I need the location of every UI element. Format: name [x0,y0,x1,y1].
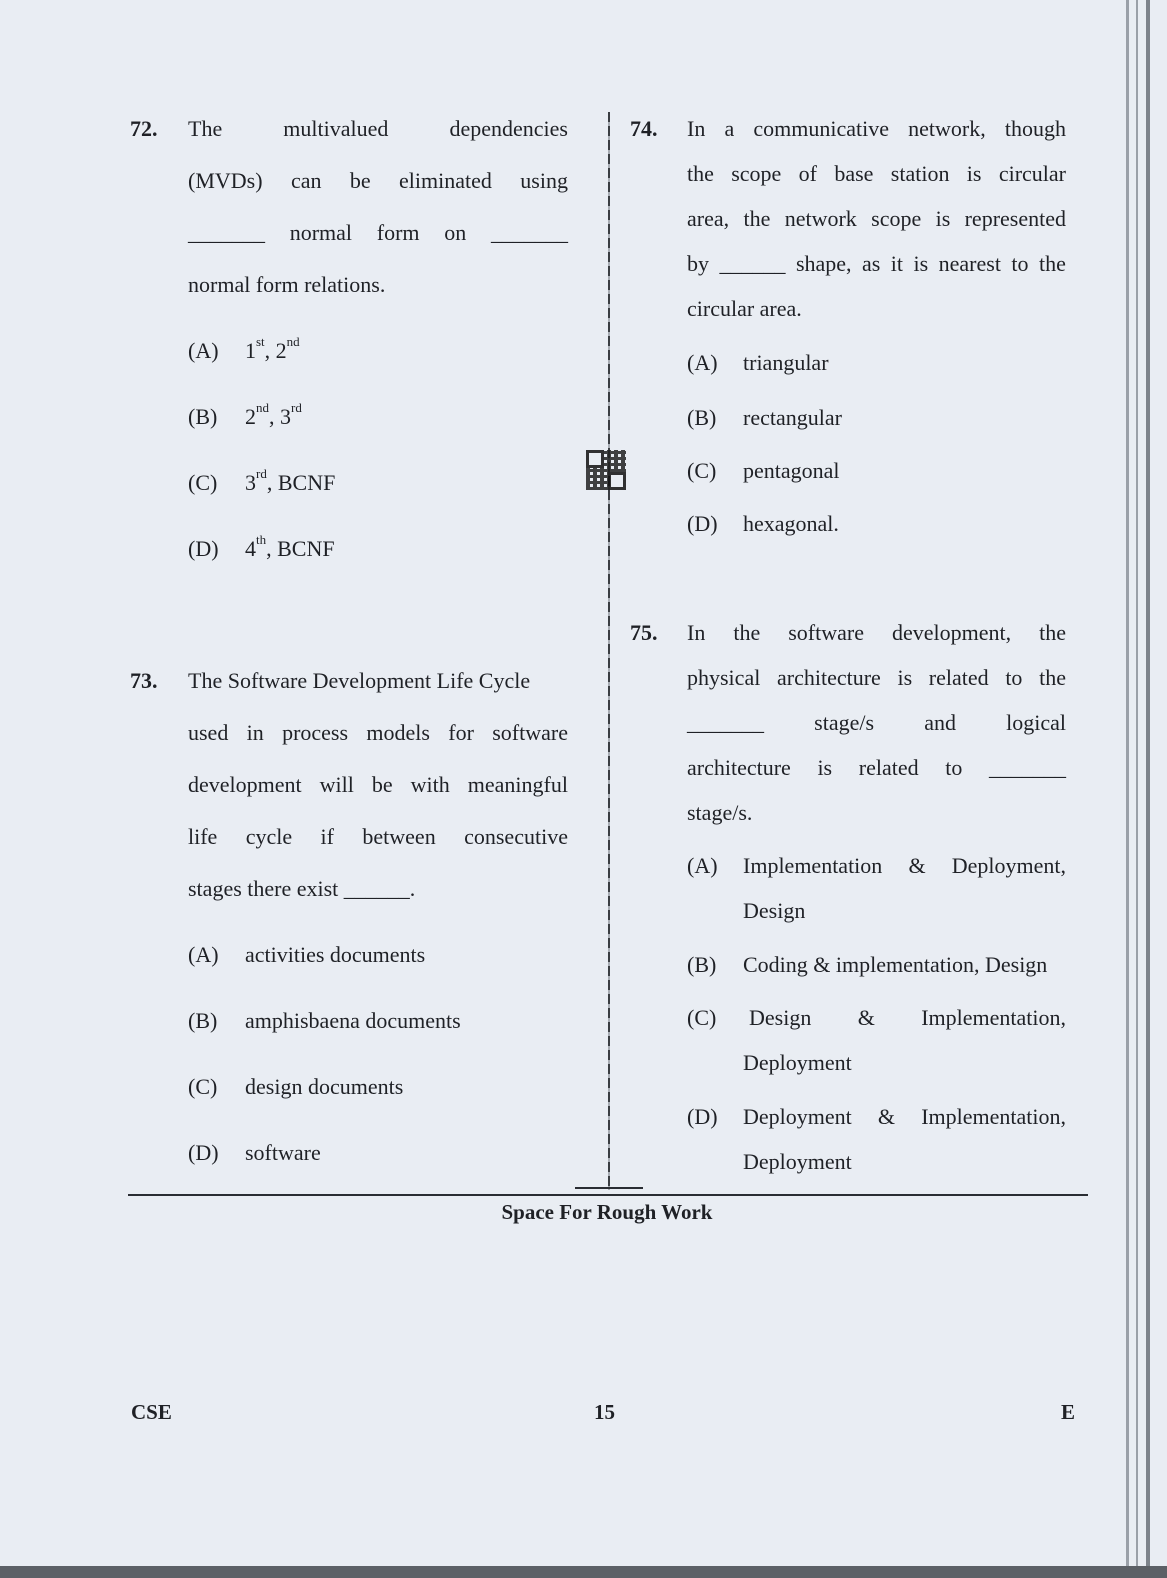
divider-end-tick [575,1187,643,1189]
question-text-line [188,168,568,194]
question-text-line [188,220,568,246]
word: a [724,116,735,141]
question-number: 74. [630,116,658,141]
word: logical [1006,710,1066,735]
word: Implementation [743,853,883,878]
word: & [908,853,926,878]
word: In [687,116,706,141]
word: used [188,720,229,745]
option-label: (A) [188,338,219,363]
word: _______ [188,220,265,245]
question-text-line: normal form relations. [188,272,386,297]
option-label: (A) [687,853,718,878]
word: & [877,1104,896,1129]
option-label: (B) [188,1008,218,1033]
question-text-line [687,710,1066,736]
question-text-line [188,720,568,746]
word: area, [687,206,730,231]
question-text-line: stages there exist ______. [188,876,416,901]
word: Design [749,1005,812,1030]
word: the [1039,665,1066,690]
word: models [366,720,430,745]
question-text-line [687,755,1066,781]
word: The [188,116,223,141]
word: architecture [776,665,881,690]
question-text-line: stage/s. [687,800,753,825]
word: the [733,620,761,645]
word: form [376,220,420,245]
option-text: design documents [245,1074,404,1099]
word: communicative [753,116,889,141]
word: if [320,824,334,849]
option-text: 2nd, 3rd [245,400,302,429]
word: consecutive [464,824,568,849]
option-label: (A) [188,942,219,967]
question-number: 72. [130,116,158,141]
option-text [749,1005,1066,1031]
question-text-line [188,824,568,850]
option-label: (A) [687,350,718,375]
rough-work-rule [128,1194,1088,1196]
option-text-continued: Design [743,898,806,923]
option-label: (B) [188,404,218,429]
word: nearest [938,251,1001,276]
question-text-line [687,620,1066,646]
word: network, [908,116,986,141]
question-text-line [188,116,568,142]
option-label: (C) [188,470,218,495]
word: meaningful [467,772,568,797]
option-text-continued: Deployment [743,1050,852,1075]
word: stage/s [814,710,875,735]
word: development, [891,620,1012,645]
qr-code-icon [586,450,626,490]
word: the [1039,251,1066,276]
option-label: (D) [188,1140,219,1165]
word: to [945,755,963,780]
word: shape, [795,251,852,276]
word: in [246,720,264,745]
word: the [687,161,714,186]
binding-edge [1126,0,1129,1578]
word: cycle [245,824,293,849]
option-text: 3rd, BCNF [245,466,336,495]
word: software [492,720,568,745]
word: be [349,168,371,193]
option-text: Coding & implementation, Design [743,952,1048,977]
option-text: pentagonal [743,458,840,483]
rough-work-label: Space For Rough Work [501,1200,713,1224]
word: development [188,772,302,797]
word: & [857,1005,875,1030]
word: the [1039,620,1066,645]
word: software [788,620,864,645]
question-text-line [687,161,1066,187]
word: normal [289,220,353,245]
word: physical [687,665,761,690]
word: can [290,168,322,193]
page-number: 15 [594,1400,615,1424]
question-text-line [188,772,568,798]
word: will [319,772,354,797]
word: is [935,206,951,231]
question-text-line: The Software Development Life Cycle [188,668,531,693]
question-text-line [687,251,1066,277]
word: station [890,161,950,186]
binding-edge [1146,0,1150,1578]
word: _______ [988,755,1066,780]
word: Deployment [743,1104,852,1129]
word: is [897,665,913,690]
word: related [928,665,989,690]
footer-subject-code: CSE [131,1400,172,1424]
option-label: (D) [687,1104,718,1129]
word: is [817,755,833,780]
word: to [1011,251,1029,276]
option-text: activities documents [245,942,426,967]
word: ______ [719,251,786,276]
word: eliminated [399,168,492,193]
word: (MVDs) [188,168,263,193]
word: though [1004,116,1066,141]
word: for [448,720,474,745]
word: Deployment, [951,853,1066,878]
option-text [743,853,1066,879]
word: represented [964,206,1066,231]
question-text-line: circular area. [687,296,802,321]
option-label: (D) [687,511,718,536]
word: Implementation, [921,1005,1066,1030]
word: is [913,251,929,276]
word: of [798,161,817,186]
word: is [966,161,982,186]
option-text: hexagonal. [743,511,839,536]
word: Implementation, [921,1104,1066,1129]
word: as [862,251,881,276]
word: scope [731,161,782,186]
footer-set-code: E [1061,1400,1076,1424]
binding-edge [1136,0,1138,1578]
option-text [743,1104,1066,1130]
option-label: (C) [687,458,717,483]
word: it [890,251,904,276]
word: In [687,620,706,645]
word: and [924,710,956,735]
page-bottom-edge [0,1566,1167,1578]
question-text-line [687,665,1066,691]
question-number: 73. [130,668,158,693]
option-text: 1st, 2nd [245,334,300,363]
option-label: (C) [188,1074,218,1099]
word: the [743,206,771,231]
option-label: (C) [687,1005,717,1030]
column-divider [608,112,610,1190]
word: by [687,251,709,276]
question-text-line [687,206,1066,232]
word: network [784,206,857,231]
word: to [1005,665,1023,690]
question-text-line [687,116,1066,142]
word: multivalued [283,116,389,141]
word: using [520,168,568,193]
word: base [834,161,874,186]
word: with [410,772,450,797]
word: scope [871,206,922,231]
option-text: amphisbaena documents [245,1008,461,1033]
word: _______ [687,710,764,735]
option-text: software [245,1140,321,1165]
option-text: triangular [743,350,829,375]
word: be [371,772,393,797]
word: _______ [490,220,568,245]
word: on [444,220,467,245]
option-label: (B) [687,405,717,430]
word: process [282,720,349,745]
option-label: (D) [188,536,219,561]
word: related [858,755,919,780]
option-label: (B) [687,952,717,977]
word: architecture [687,755,791,780]
option-text-continued: Deployment [743,1149,852,1174]
word: circular [998,161,1066,186]
word: life [188,824,218,849]
question-number: 75. [630,620,658,645]
option-text: 4th, BCNF [245,532,335,561]
option-text: rectangular [743,405,842,430]
word: between [362,824,436,849]
word: dependencies [449,116,568,141]
